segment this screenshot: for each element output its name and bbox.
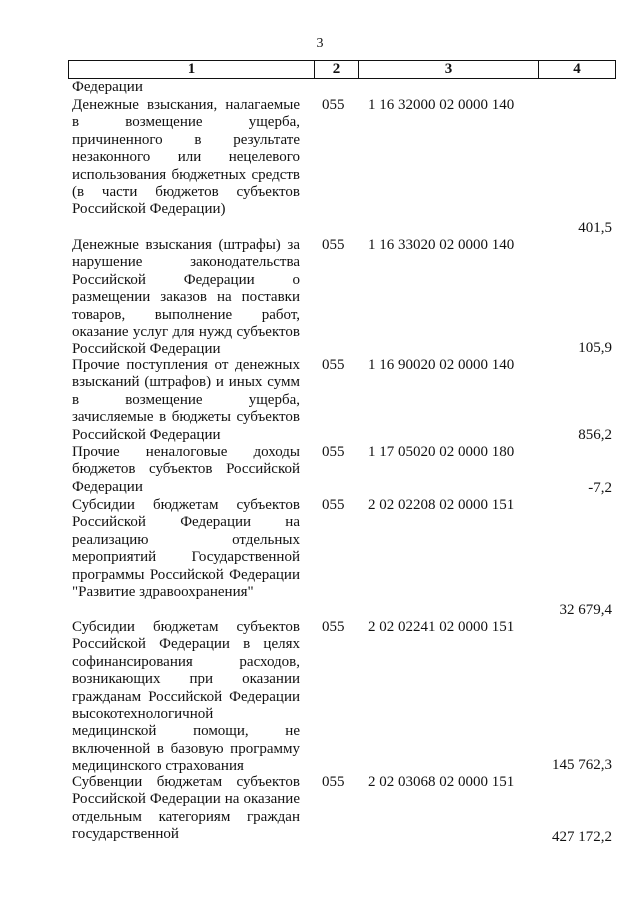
row-kbk: 2 02 03068 02 0000 151 (368, 774, 515, 790)
row-amount: 427 172,2 (552, 828, 612, 845)
continuation-text: Федерации (72, 79, 143, 95)
row-code: 055 (322, 619, 345, 635)
table-row (72, 497, 616, 619)
row-code: 055 (322, 97, 345, 113)
table-row (72, 444, 616, 497)
row-kbk: 1 17 05020 02 0000 180 (368, 444, 515, 460)
row-kbk: 1 16 33020 02 0000 140 (368, 237, 515, 253)
row-description: Субсидии бюджетам субъектов Российской Федерации в целях софинансирования расходов, возникающих при оказании гражданам Российской Федерации высокотехнологичной медицинской помощи, не включенной в базовую программу медицинского страхования (72, 619, 300, 775)
table-row (72, 774, 616, 844)
row-kbk: 1 16 90020 02 0000 140 (368, 357, 515, 373)
row-amount: -7,2 (588, 479, 612, 496)
row-amount: 105,9 (578, 339, 612, 356)
row-code: 055 (322, 444, 345, 460)
header-col-4: 4 (573, 61, 581, 77)
row-description: Субвенции бюджетам субъектов Российской Федерации на оказание отдельным категориям граждан государственной (72, 774, 300, 843)
header-col-2: 2 (315, 61, 359, 78)
row-description: Денежные взыскания, налагаемые в возмещение ущерба, причиненного в результате незаконного или нецелевого использования бюджетных средств (в части бюджетов субъектов Российской Федерации) (72, 97, 300, 218)
row-description: Денежные взыскания (штрафы) за нарушение законодательства Российской Федерации о размещении заказов на поставки товаров, выполнение работ, оказание услуг для нужд субъектов Российской Федерации (72, 237, 300, 358)
table-row (72, 619, 616, 774)
row-kbk: 1 16 32000 02 0000 140 (368, 97, 515, 113)
header-col-1: 1 (69, 61, 315, 78)
page-number: 3 (316, 36, 324, 51)
table-header (68, 60, 616, 79)
row-amount: 32 679,4 (559, 601, 612, 618)
row-kbk: 2 02 02241 02 0000 151 (368, 619, 515, 635)
row-code: 055 (322, 237, 345, 253)
row-description: Субсидии бюджетам субъектов Российской Федерации на реализацию отдельных мероприятий Государственной программы Российской Федерации "Развитие здравоохранения" (72, 497, 300, 601)
table-row (72, 237, 616, 357)
row-code: 055 (322, 774, 345, 790)
table-body (72, 79, 616, 844)
row-amount: 401,5 (578, 219, 612, 236)
row-amount: 145 762,3 (552, 756, 612, 773)
row-kbk: 2 02 02208 02 0000 151 (368, 497, 515, 513)
row-description: Прочие неналоговые доходы бюджетов субъектов Российской Федерации (72, 444, 300, 495)
table-row (72, 357, 616, 444)
row-code: 055 (322, 357, 345, 373)
row-code: 055 (322, 497, 345, 513)
row-amount: 856,2 (578, 426, 612, 443)
row-description: Прочие поступления от денежных взысканий (штрафов) и иных сумм в возмещение ущерба, зачисляемые в бюджеты субъектов Российской Федерации (72, 357, 300, 443)
table-row (72, 97, 616, 237)
header-col-3: 3 (359, 61, 539, 78)
